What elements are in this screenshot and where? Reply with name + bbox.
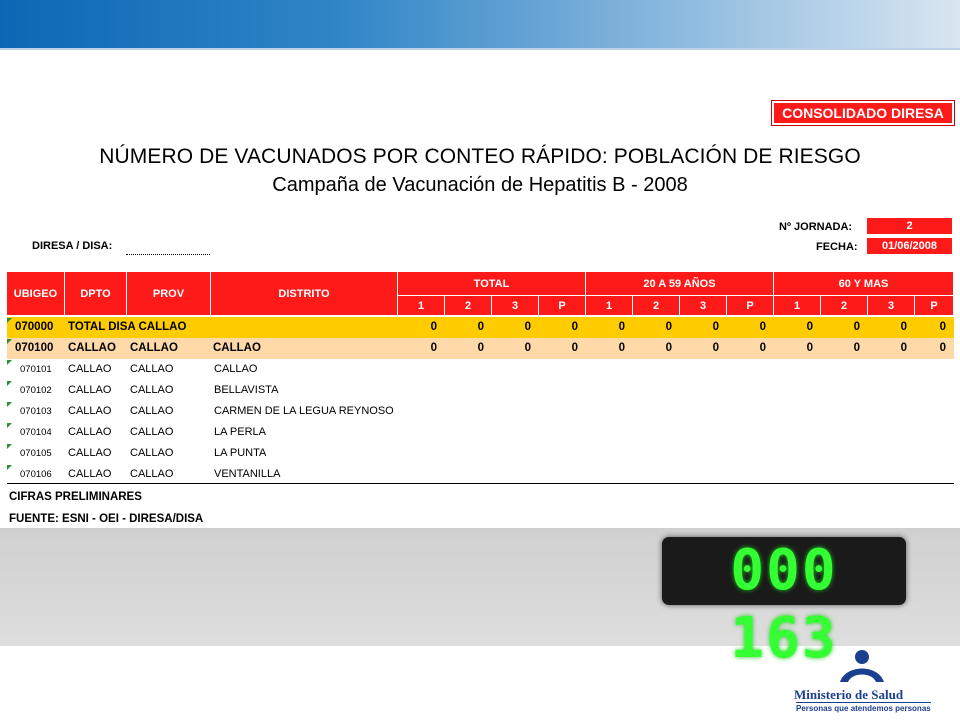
- ubigeo-cell: 070106: [20, 469, 52, 480]
- table-row: [7, 401, 954, 422]
- value-cell: 0: [571, 321, 578, 333]
- table-row: [7, 380, 954, 401]
- header-group-20-59: 20 A 59 AÑOS: [586, 272, 774, 296]
- logo-tagline: Personas que atendemos personas: [796, 704, 931, 713]
- distrito-cell: CARMEN DE LA LEGUA REYNOSO: [214, 405, 394, 417]
- dpto-cell: CALLAO: [68, 447, 112, 459]
- counter-value: 000 163: [730, 538, 838, 671]
- value-cell: 0: [939, 342, 946, 354]
- value-cell: 0: [900, 321, 907, 333]
- ubigeo-cell: 070101: [20, 364, 52, 375]
- ubigeo-cell: 070100: [15, 342, 54, 354]
- dpto-cell: CALLAO: [68, 426, 112, 438]
- report-title: NÚMERO DE VACUNADOS POR CONTEO RÁPIDO: POBLACIÓN DE RIESGO: [99, 145, 861, 168]
- jornada-value: 2: [867, 218, 952, 234]
- header-distrito: DISTRITO: [211, 272, 398, 316]
- value-cell: 0: [712, 321, 719, 333]
- value-cell: 0: [806, 321, 813, 333]
- distrito-cell: LA PERLA: [214, 426, 266, 438]
- header-group-total: TOTAL: [398, 272, 586, 296]
- ministerio-logo-icon: [836, 648, 888, 688]
- value-cell: 0: [477, 321, 484, 333]
- value-cell: 0: [853, 342, 860, 354]
- banner-divider: [0, 48, 960, 50]
- subheader-cell: P: [539, 296, 586, 316]
- prov-cell: CALLAO: [130, 405, 174, 417]
- subheader-cell: 3: [868, 296, 915, 316]
- dpto-cell: CALLAO: [68, 342, 116, 354]
- value-cell: 0: [430, 342, 437, 354]
- distrito-cell: BELLAVISTA: [214, 384, 279, 396]
- consolidado-badge: CONSOLIDADO DIRESA: [772, 101, 954, 125]
- cell-marker-icon: [7, 465, 12, 470]
- prov-cell: CALLAO: [130, 384, 174, 396]
- distrito-cell: VENTANILLA: [214, 468, 281, 480]
- footer-source: FUENTE: ESNI - OEI - DIRESA/DISA: [9, 513, 204, 525]
- dpto-cell: CALLAO: [68, 384, 112, 396]
- header-prov: PROV: [127, 272, 211, 316]
- ubigeo-cell: 070104: [20, 427, 52, 438]
- value-cell: 0: [430, 321, 437, 333]
- cell-marker-icon: [7, 318, 12, 323]
- value-cell: 0: [939, 321, 946, 333]
- fecha-value: 01/06/2008: [867, 238, 952, 254]
- distrito-cell: CALLAO: [214, 363, 258, 375]
- cell-marker-icon: [7, 423, 12, 428]
- report-subtitle: Campaña de Vacunación de Hepatitis B - 2008: [272, 174, 688, 196]
- table-row: [7, 338, 954, 359]
- value-cell: 0: [759, 342, 766, 354]
- diresa-value-line: [126, 254, 210, 255]
- subheader-cell: P: [727, 296, 774, 316]
- subheader-cell: 1: [774, 296, 821, 316]
- table-bottom-rule: [7, 483, 954, 484]
- value-cell: 0: [665, 321, 672, 333]
- value-cell: 0: [618, 321, 625, 333]
- table-row: [7, 464, 954, 485]
- value-cell: 0: [853, 321, 860, 333]
- prov-cell: CALLAO: [130, 342, 178, 354]
- diresa-label: DIRESA / DISA:: [32, 240, 113, 252]
- table-row: [7, 359, 954, 380]
- ubigeo-cell: 070102: [20, 385, 52, 396]
- subheader-cell: 3: [680, 296, 727, 316]
- value-cell: 0: [524, 321, 531, 333]
- ubigeo-cell: 070000: [15, 321, 54, 333]
- subheader-cell: 2: [633, 296, 680, 316]
- logo-name: Ministerio de Salud: [794, 687, 904, 702]
- value-cell: 0: [477, 342, 484, 354]
- cell-marker-icon: [7, 444, 12, 449]
- distrito-cell: CALLAO: [213, 342, 261, 354]
- dpto-cell: CALLAO: [68, 468, 112, 480]
- subheader-cell: 1: [398, 296, 445, 316]
- value-cell: 0: [712, 342, 719, 354]
- cell-marker-icon: [7, 339, 12, 344]
- table-row: [7, 317, 954, 338]
- cell-marker-icon: [7, 381, 12, 386]
- value-cell: 0: [665, 342, 672, 354]
- footer-note: CIFRAS PRELIMINARES: [9, 491, 142, 503]
- value-cell: 0: [759, 321, 766, 333]
- jornada-label: Nº JORNADA:: [779, 221, 853, 233]
- header-ubigeo: UBIGEO: [7, 272, 65, 316]
- value-cell: 0: [524, 342, 531, 354]
- table-row: [7, 443, 954, 464]
- ubigeo-cell: 070105: [20, 448, 52, 459]
- cell-marker-icon: [7, 360, 12, 365]
- prov-cell: CALLAO: [130, 468, 174, 480]
- subheader-cell: 3: [492, 296, 539, 316]
- value-cell: 0: [618, 342, 625, 354]
- prov-cell: CALLAO: [130, 363, 174, 375]
- subheader-cell: P: [915, 296, 954, 316]
- value-cell: 0: [806, 342, 813, 354]
- ubigeo-cell: 070103: [20, 406, 52, 417]
- fecha-label: FECHA:: [816, 241, 858, 253]
- header-dpto: DPTO: [65, 272, 127, 316]
- cell-marker-icon: [7, 402, 12, 407]
- subheader-cell: 2: [445, 296, 492, 316]
- value-cell: 0: [571, 342, 578, 354]
- subheader-cell: 1: [586, 296, 633, 316]
- top-banner: [0, 0, 960, 50]
- distrito-cell: LA PUNTA: [214, 447, 267, 459]
- value-cell: 0: [900, 342, 907, 354]
- prov-cell: CALLAO: [130, 426, 174, 438]
- dpto-cell: CALLAO: [68, 405, 112, 417]
- subheader-cell: 2: [821, 296, 868, 316]
- dpto-cell: TOTAL DISA CALLAO: [68, 321, 187, 333]
- table-row: [7, 422, 954, 443]
- prov-cell: CALLAO: [130, 447, 174, 459]
- dpto-cell: CALLAO: [68, 363, 112, 375]
- digital-counter: [662, 537, 906, 671]
- header-group-60-mas: 60 Y MAS: [774, 272, 954, 296]
